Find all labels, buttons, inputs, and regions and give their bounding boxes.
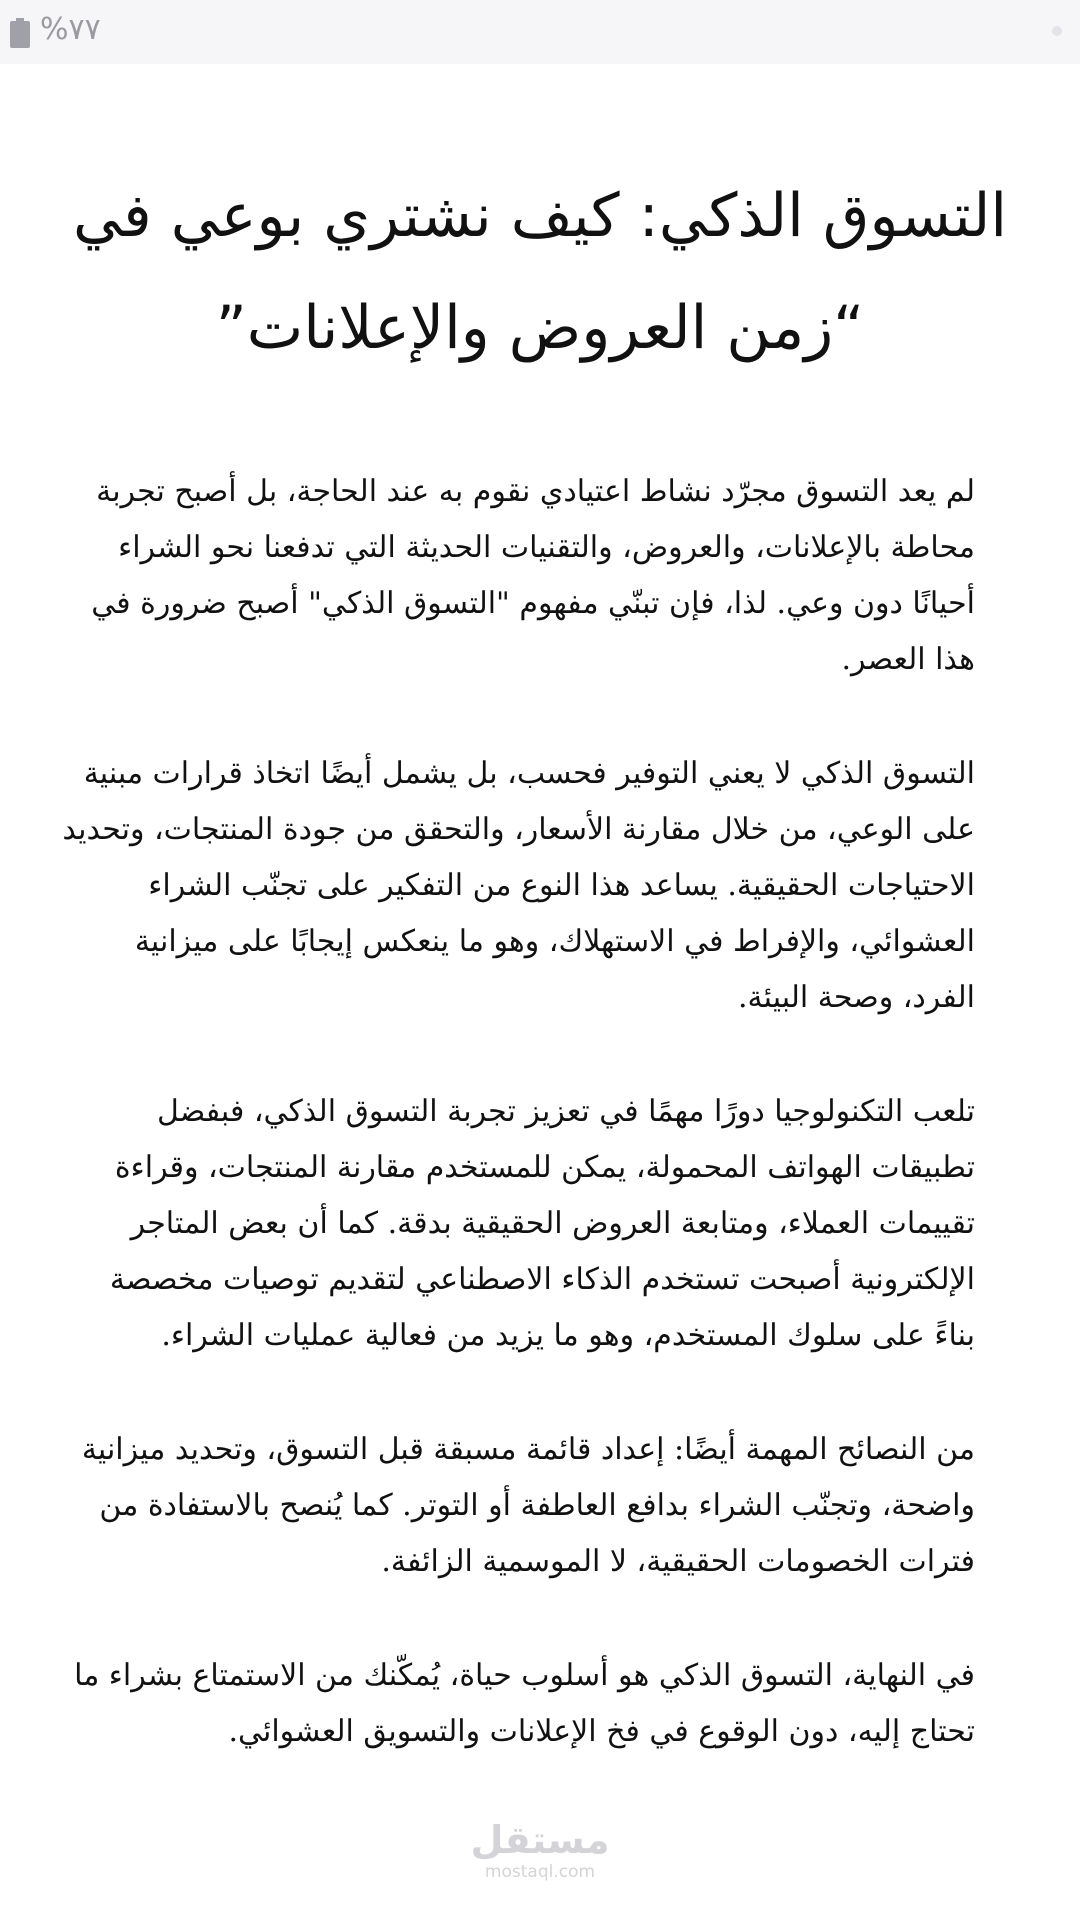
paragraph-definition: التسوق الذكي لا يعني التوفير فحسب، بل يشمل أيضًا اتخاذ قرارات مبنية على الوعي، من خلال مقارنة الأسعار، والتحقق من جودة المنتجات، وتحديد الاحتياجات الحقيقية. يساعد هذا النوع من التفكير على تجنّب الشراء العشوائي، والإفراط في الاستهلاك، وهو ما ينعكس إيجابًا على ميزانية الفرد، وصحة البيئة. [62,756,975,1015]
battery-icon [10,18,30,48]
battery-percentage: %٧٧ [40,12,101,47]
paragraph-tips: من النصائح المهمة أيضًا: إعداد قائمة مسبقة قبل التسوق، وتحديد ميزانية واضحة، وتجنّب الشراء بدافع العاطفة أو التوتر. كما يُنصح بالاستفادة من فترات الخصومات الحقيقية، لا الموسمية الزائفة. [81,1432,975,1579]
paragraph-technology: تلعب التكنولوجيا دورًا مهمًا في تعزيز تجربة التسوق الذكي، فبفضل تطبيقات الهواتف المحمولة، يمكن للمستخدم مقارنة المنتجات، وقراءة تقييمات العملاء، ومتابعة العروض الحقيقية بدقة. كما أن بعض المتاجر الإلكترونية أصبحت تستخدم الذكاء الاصطناعي لتقديم توصيات مخصصة بناءً على سلوك المستخدم، وهو ما يزيد من فعالية عمليات الشراء. [109,1094,975,1353]
article [60,160,1020,1760]
paragraph-intro: لم يعد التسوق مجرّد نشاط اعتيادي نقوم به عند الحاجة، بل أصبح تجربة محاطة بالإعلانات، والعروض، والتقنيات الحديثة التي تدفعنا نحو الشراء أحيانًا دون وعي. لذا، فإن تبنّي مفهوم "التسوق الذكي" أصبح ضرورة في هذا العصر. [91,474,975,677]
watermark-logo: مستقل [470,1818,610,1862]
watermark-domain: mostaql.com [484,1862,596,1882]
paragraph-conclusion: في النهاية، التسوق الذكي هو أسلوب حياة، يُمكّنك من الاستمتاع بشراء ما تحتاج إليه، دون الوقوع في فخ الإعلانات والتسويق العشوائي. [74,1658,975,1749]
watermark [440,1818,640,1882]
status-indicator-dot [1052,26,1062,36]
article-title: التسوق الذكي: كيف نشتري بوعي في “زمن العروض والإعلانات” [72,181,1008,363]
status-bar [0,0,1080,64]
